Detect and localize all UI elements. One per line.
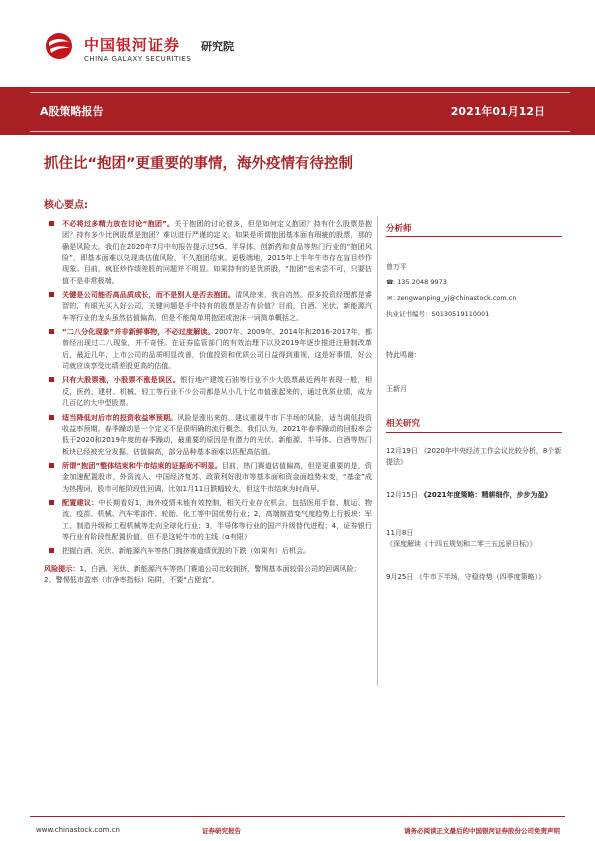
related-title: 《2020年中央经济工作会议比较分析，8个新提法》	[386, 447, 562, 466]
report-date: 2021年01月12日	[450, 105, 545, 118]
company-name-cn: 中国银河证券	[84, 36, 181, 54]
related-date: 11月8日	[386, 529, 414, 537]
key-point-text: 关于抱团的讨论很多，但是如何定义抱团？持有什么股票是抱团？持有多少比例股票是抱团？难以进行严谨的定义。如果是所谓抱团基本面有瑕疵的股票，那的确是风险大。我们在2020年7月中旬报告提示过5G、半导体、创新药和食品等热门行业的“抱团风险”，即基本面难以兑现高估值风险，不久抱团结束。更极端地，2015年上半年牛市存在盲目炒作现象。目前，疯狂炒作绩差股的问题并不明显。如果持有的是优质股，“抱团”也未尝不可，只要估值不是非常极端。	[62, 219, 373, 285]
related-title: 《2021年度策略：精耕细作，步步为盈》	[420, 491, 552, 499]
key-point-highlight: 适当降低对后市的投资收益率预期。	[62, 412, 178, 422]
key-point-highlight: 关键是公司能否高品质成长，而不是别人是否去抱团。	[62, 290, 236, 300]
square-bullet-icon	[49, 329, 54, 334]
report-type: A股策略报告	[40, 105, 104, 118]
key-point	[44, 497, 372, 542]
key-point-highlight: “二八分化现象”并非新鲜事物，不必过度解读。	[62, 327, 215, 337]
analyst-name: 曾万平	[386, 263, 407, 271]
column-divider	[377, 216, 378, 686]
thanks-name: 王新月	[386, 385, 407, 393]
key-point	[44, 374, 372, 408]
key-point-text: 把握白酒、光伏、新能源汽车等热门拥挤赛道绩优股的下跌（如果有）后机会。	[62, 546, 311, 556]
report-title: 抓住比“抱团”更重要的事情，海外疫情有待控制	[44, 156, 354, 172]
key-point-text: 目前，热门赛道估值偏高，但是更重要的是，资金加速配置股市、外资流入、中国经济复苏、政策利好股市等基本面和资金面趋势未变，“基金”成为热搜词，股市可能阶段性回调，比如1月11日跌幅较大，但这牛市结束为时尚早。	[62, 460, 373, 493]
related-research-item[interactable]	[386, 528, 564, 550]
email-address[interactable]: zengwanping_yj@chinastock.com.cn	[397, 294, 517, 302]
footer-report-label: 证券研究报告	[202, 827, 241, 835]
related-research-item[interactable]	[386, 490, 564, 501]
key-point-highlight: 所谓“抱团”整体结束和牛市结束的证据尚不明显。	[62, 460, 222, 470]
key-point-text: 风险是涨出来的，建议重视牛市下半场的风险，适当调低投资收益率预期。春季躁动是一个定义不是很明确的流行概念。我们认为，2021年春季躁动的回报率会低于2020和2019年度的春季躁动，最重要的原因是有潜力的光伏、新能源、半导体、白酒等热门板块已经被充分发掘，估值偏高，部分品种基本面难以匹配高估值。	[62, 412, 373, 456]
analyst-registration: 执业证书编号：S0130519110001	[386, 310, 490, 318]
footer-disclaimer: 请务必阅读正文最后的中国银河证券股份公司免责声明	[404, 827, 560, 835]
related-research-item[interactable]	[386, 572, 564, 583]
galaxy-logo-icon	[44, 32, 74, 60]
square-bullet-icon	[49, 548, 54, 553]
key-point-text: 清风徐来，我自岿然。很多投资经理都是睿智的，有眼光买入好公司，关键问题是手中持有的股票是否有价值？目前，白酒、光伏、新能源汽车等行业的龙头虽然估值偏高，但是不能简单用抱团或泡沫一词简单概括之。	[62, 290, 373, 322]
related-date: 9月25日	[386, 573, 414, 581]
analyst-phone: ☎: 135 2048 9973	[386, 278, 447, 286]
key-point	[44, 412, 372, 457]
thanks-label: 特此鸣谢：	[386, 351, 421, 359]
footer-divider	[30, 816, 565, 817]
risk-text: 1、白酒、光伏、新能源汽车等热门赛道公司比较拥挤，警惕基本面较弱公司的回调风险；2、警惕低市盈率（市净率指标）陷阱，不要“占便宜”。	[44, 563, 361, 584]
square-bullet-icon	[49, 415, 54, 420]
company-name-en: CHINA GALAXY SECURITIES	[84, 55, 192, 63]
square-bullet-icon	[49, 221, 54, 226]
risk-warning	[44, 563, 372, 586]
square-bullet-icon	[49, 292, 54, 297]
related-title: 《牛市下半场，守稳待势（四季度策略）》	[415, 573, 546, 581]
phone-icon: ☎	[386, 279, 394, 286]
key-point-text: 银行地产建筑石油等行业不少大股票最近两年表现一般，相反，医药、建材、机械、轻工等行业不少公司都是从小几十亿市值涨起来的，通过优质业绩，成为几百亿的大中型股票。	[62, 375, 373, 408]
key-point-highlight: 只有大股票涨，小股票不涨是误区。	[62, 375, 181, 385]
key-point	[44, 218, 372, 286]
institute-label: 研究院	[201, 40, 234, 53]
analyst-divider	[386, 236, 562, 237]
related-date: 12月15日	[386, 491, 418, 499]
key-point	[44, 326, 372, 371]
analyst-email: ✉: zengwanping_yj@chinastock.com.cn	[386, 294, 517, 302]
email-icon: ✉	[386, 295, 393, 302]
key-points-list	[44, 218, 372, 585]
related-research-heading: 相关研究	[386, 419, 421, 429]
analyst-heading: 分析师	[386, 224, 412, 234]
key-point-highlight: 配置建议：	[62, 497, 99, 507]
key-points-heading: 核心要点:	[44, 200, 88, 211]
key-point-text: 中长期看好1，海外疫情未能有效控制，相关行业存在机会，包括医用手套、航运、物流、疫苗、机械、汽车零部件、轮胎、化工等中国优势行业；2，高端制造变气度趋势上行板块：军工、制造升级和工程机械等走向全球化行业；3，半导体等行业的国产升级替代进程；4，证券银行等行业有阶段性配置价值，但不是这轮牛市的主线（α有限）	[62, 497, 373, 541]
related-date: 12月19日	[386, 447, 418, 455]
related-title: 《深度解读《十四五规划和二零三五远景目标》》	[386, 540, 537, 548]
phone-number: 135 2048 9973	[397, 278, 447, 286]
related-research-item[interactable]	[386, 446, 564, 468]
square-bullet-icon	[49, 500, 54, 505]
key-point	[44, 460, 372, 494]
related-research-divider	[386, 432, 562, 433]
square-bullet-icon	[49, 463, 54, 468]
risk-label: 风险提示：	[44, 563, 80, 573]
key-point	[44, 545, 372, 556]
square-bullet-icon	[49, 377, 54, 382]
key-point-highlight: 不必将过多精力放在讨论“抱团”。	[62, 219, 175, 228]
footer-url[interactable]: www.chinastock.com.cn	[36, 826, 120, 834]
key-point	[44, 289, 372, 323]
key-point-text: 2007年、2009年、2014年和2016-2017年，都曾经出现过二八现象，并不奇怪。在证券监管部门的有效治理下以及2019年逐步推进注册制改革后，最近几年，上市公司的品质明显改善，价值投资和优质公司日益得到重视，这是好事情，好公司就应该享受比绩差股更高的估值。	[62, 327, 372, 371]
